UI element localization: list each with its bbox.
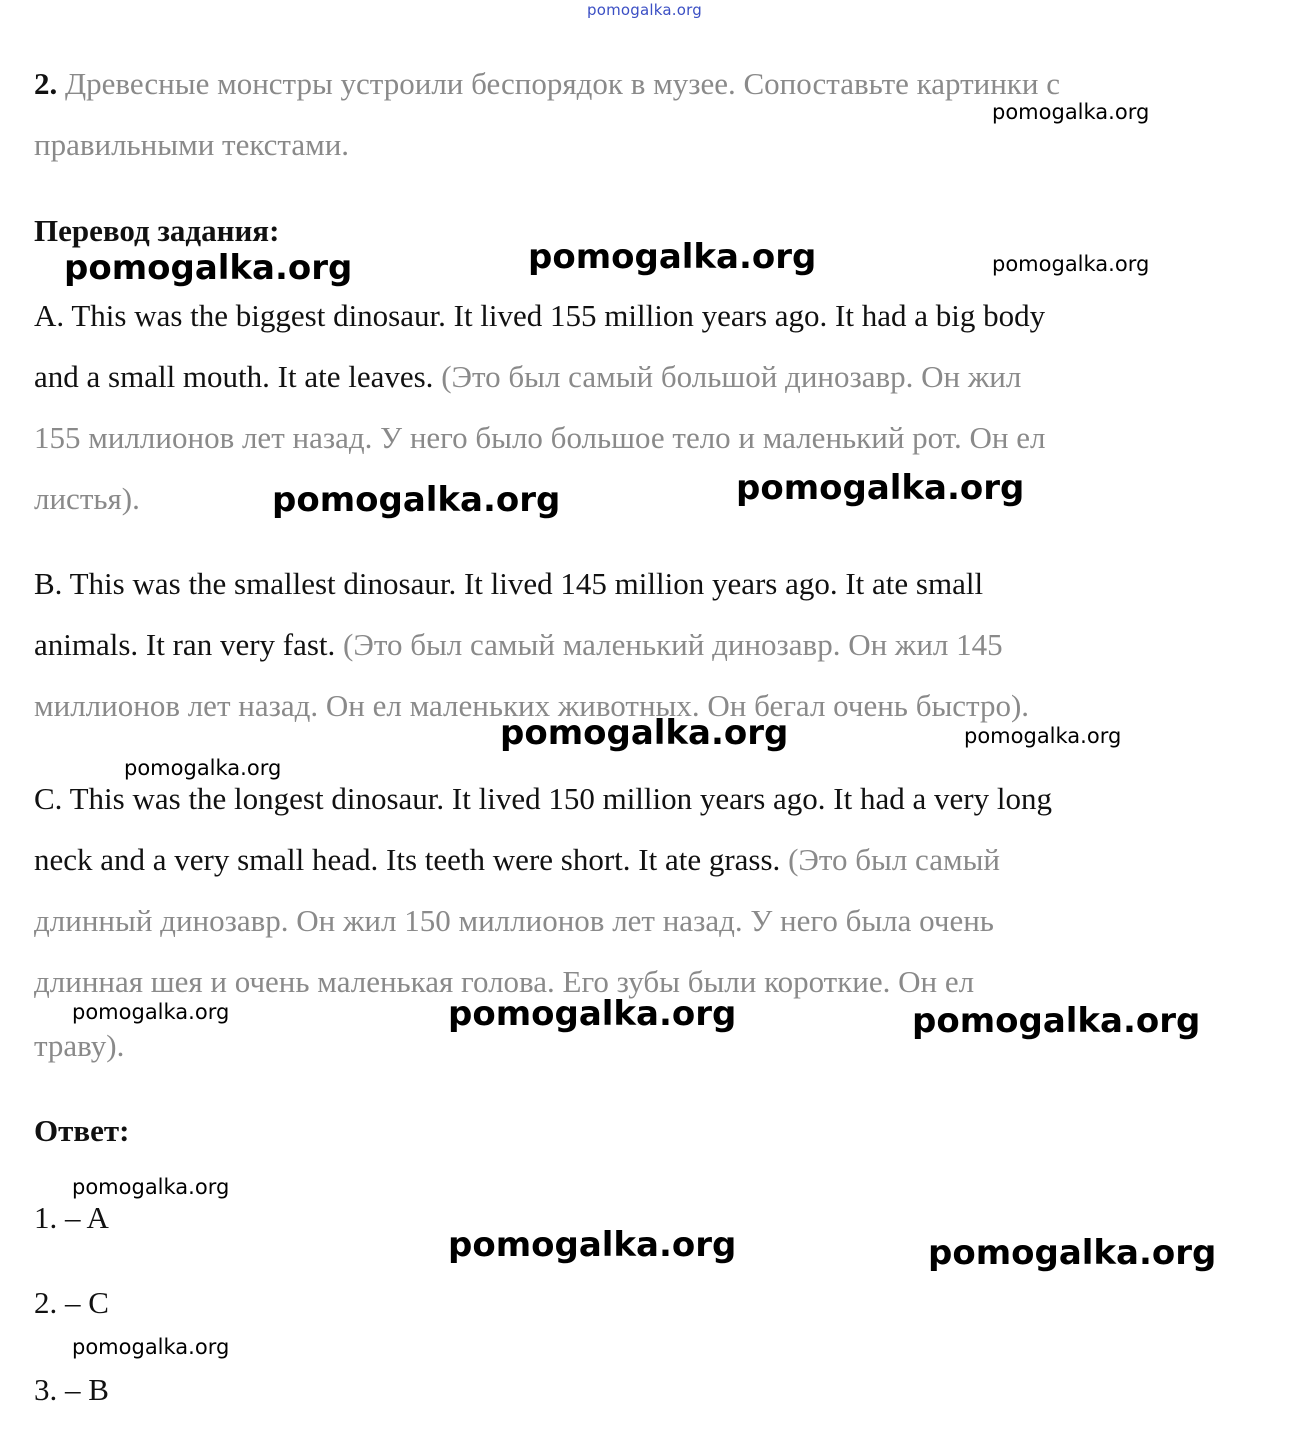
paragraph-b-line-2 xyxy=(34,625,1003,665)
paragraph-a-en-end: and a small mouth. It ate leaves. xyxy=(34,359,434,394)
task-line-2: правильными текстами. xyxy=(34,127,350,162)
watermark: pomogalka.org xyxy=(72,1175,230,1199)
watermark: pomogalka.org xyxy=(928,1233,1217,1273)
watermark: pomogalka.org xyxy=(448,994,737,1034)
task-text-1: Древесные монстры устроили беспорядок в музее. Сопоставьте картинки с xyxy=(65,66,1060,101)
answer-item-3: 3. – B xyxy=(34,1372,109,1407)
paragraph-c-ru-start: (Это был самый xyxy=(780,842,1000,877)
paragraph-c-line-3: длинный динозавр. Он жил 150 миллионов лет назад. У него была очень xyxy=(34,903,994,938)
paragraph-c-en-end: neck and a very small head. Its teeth were short. It ate grass. xyxy=(34,842,781,877)
paragraph-a-line-2 xyxy=(34,357,1021,397)
watermark: pomogalka.org xyxy=(272,480,561,520)
paragraph-b-ru-start: (Это был самый маленький динозавр. Он жил 145 xyxy=(335,627,1003,662)
watermark: pomogalka.org xyxy=(448,1225,737,1265)
paragraph-b-en-end: animals. It ran very fast. xyxy=(34,627,336,662)
paragraph-c-line-1: C. This was the longest dinosaur. It lived 150 million years ago. It had a very long xyxy=(34,781,1052,816)
watermark: pomogalka.org xyxy=(912,1001,1201,1041)
watermark: pomogalka.org xyxy=(992,252,1150,276)
watermark: pomogalka.org xyxy=(992,100,1150,124)
answer-item-1: 1. – A xyxy=(34,1200,109,1235)
answer-heading: Ответ: xyxy=(34,1113,130,1148)
task-number: 2. xyxy=(34,66,58,101)
watermark: pomogalka.org xyxy=(500,713,789,753)
paragraph-b-line-1: B. This was the smallest dinosaur. It lived 145 million years ago. It ate small xyxy=(34,566,984,601)
site-header-link[interactable]: pomogalka.org xyxy=(587,1,702,19)
paragraph-c-line-4: длинная шея и очень маленькая голова. Его зубы были короткие. Он ел xyxy=(34,964,975,999)
watermark: pomogalka.org xyxy=(72,1335,230,1359)
paragraph-a-line-3: 155 миллионов лет назад. У него было большое тело и маленький рот. Он ел xyxy=(34,420,1046,455)
answer-item-2: 2. – C xyxy=(34,1285,109,1320)
paragraph-a-line-4: листья). xyxy=(34,481,140,516)
watermark: pomogalka.org xyxy=(64,248,353,288)
watermark: pomogalka.org xyxy=(124,756,282,780)
translation-heading: Перевод задания: xyxy=(34,213,280,248)
watermark: pomogalka.org xyxy=(736,468,1025,508)
paragraph-a-line-1: A. This was the biggest dinosaur. It lived 155 million years ago. It had a big body xyxy=(34,298,1046,333)
watermark: pomogalka.org xyxy=(528,237,817,277)
watermark: pomogalka.org xyxy=(72,1000,230,1024)
paragraph-c-line-5: траву). xyxy=(34,1028,125,1063)
paragraph-c-line-2 xyxy=(34,840,1000,880)
task-line-1 xyxy=(34,64,1060,104)
paragraph-b-line-3: миллионов лет назад. Он ел маленьких животных. Он бегал очень быстро). xyxy=(34,688,1030,723)
watermark: pomogalka.org xyxy=(964,724,1122,748)
paragraph-a-ru-start: (Это был самый большой динозавр. Он жил xyxy=(433,359,1022,394)
